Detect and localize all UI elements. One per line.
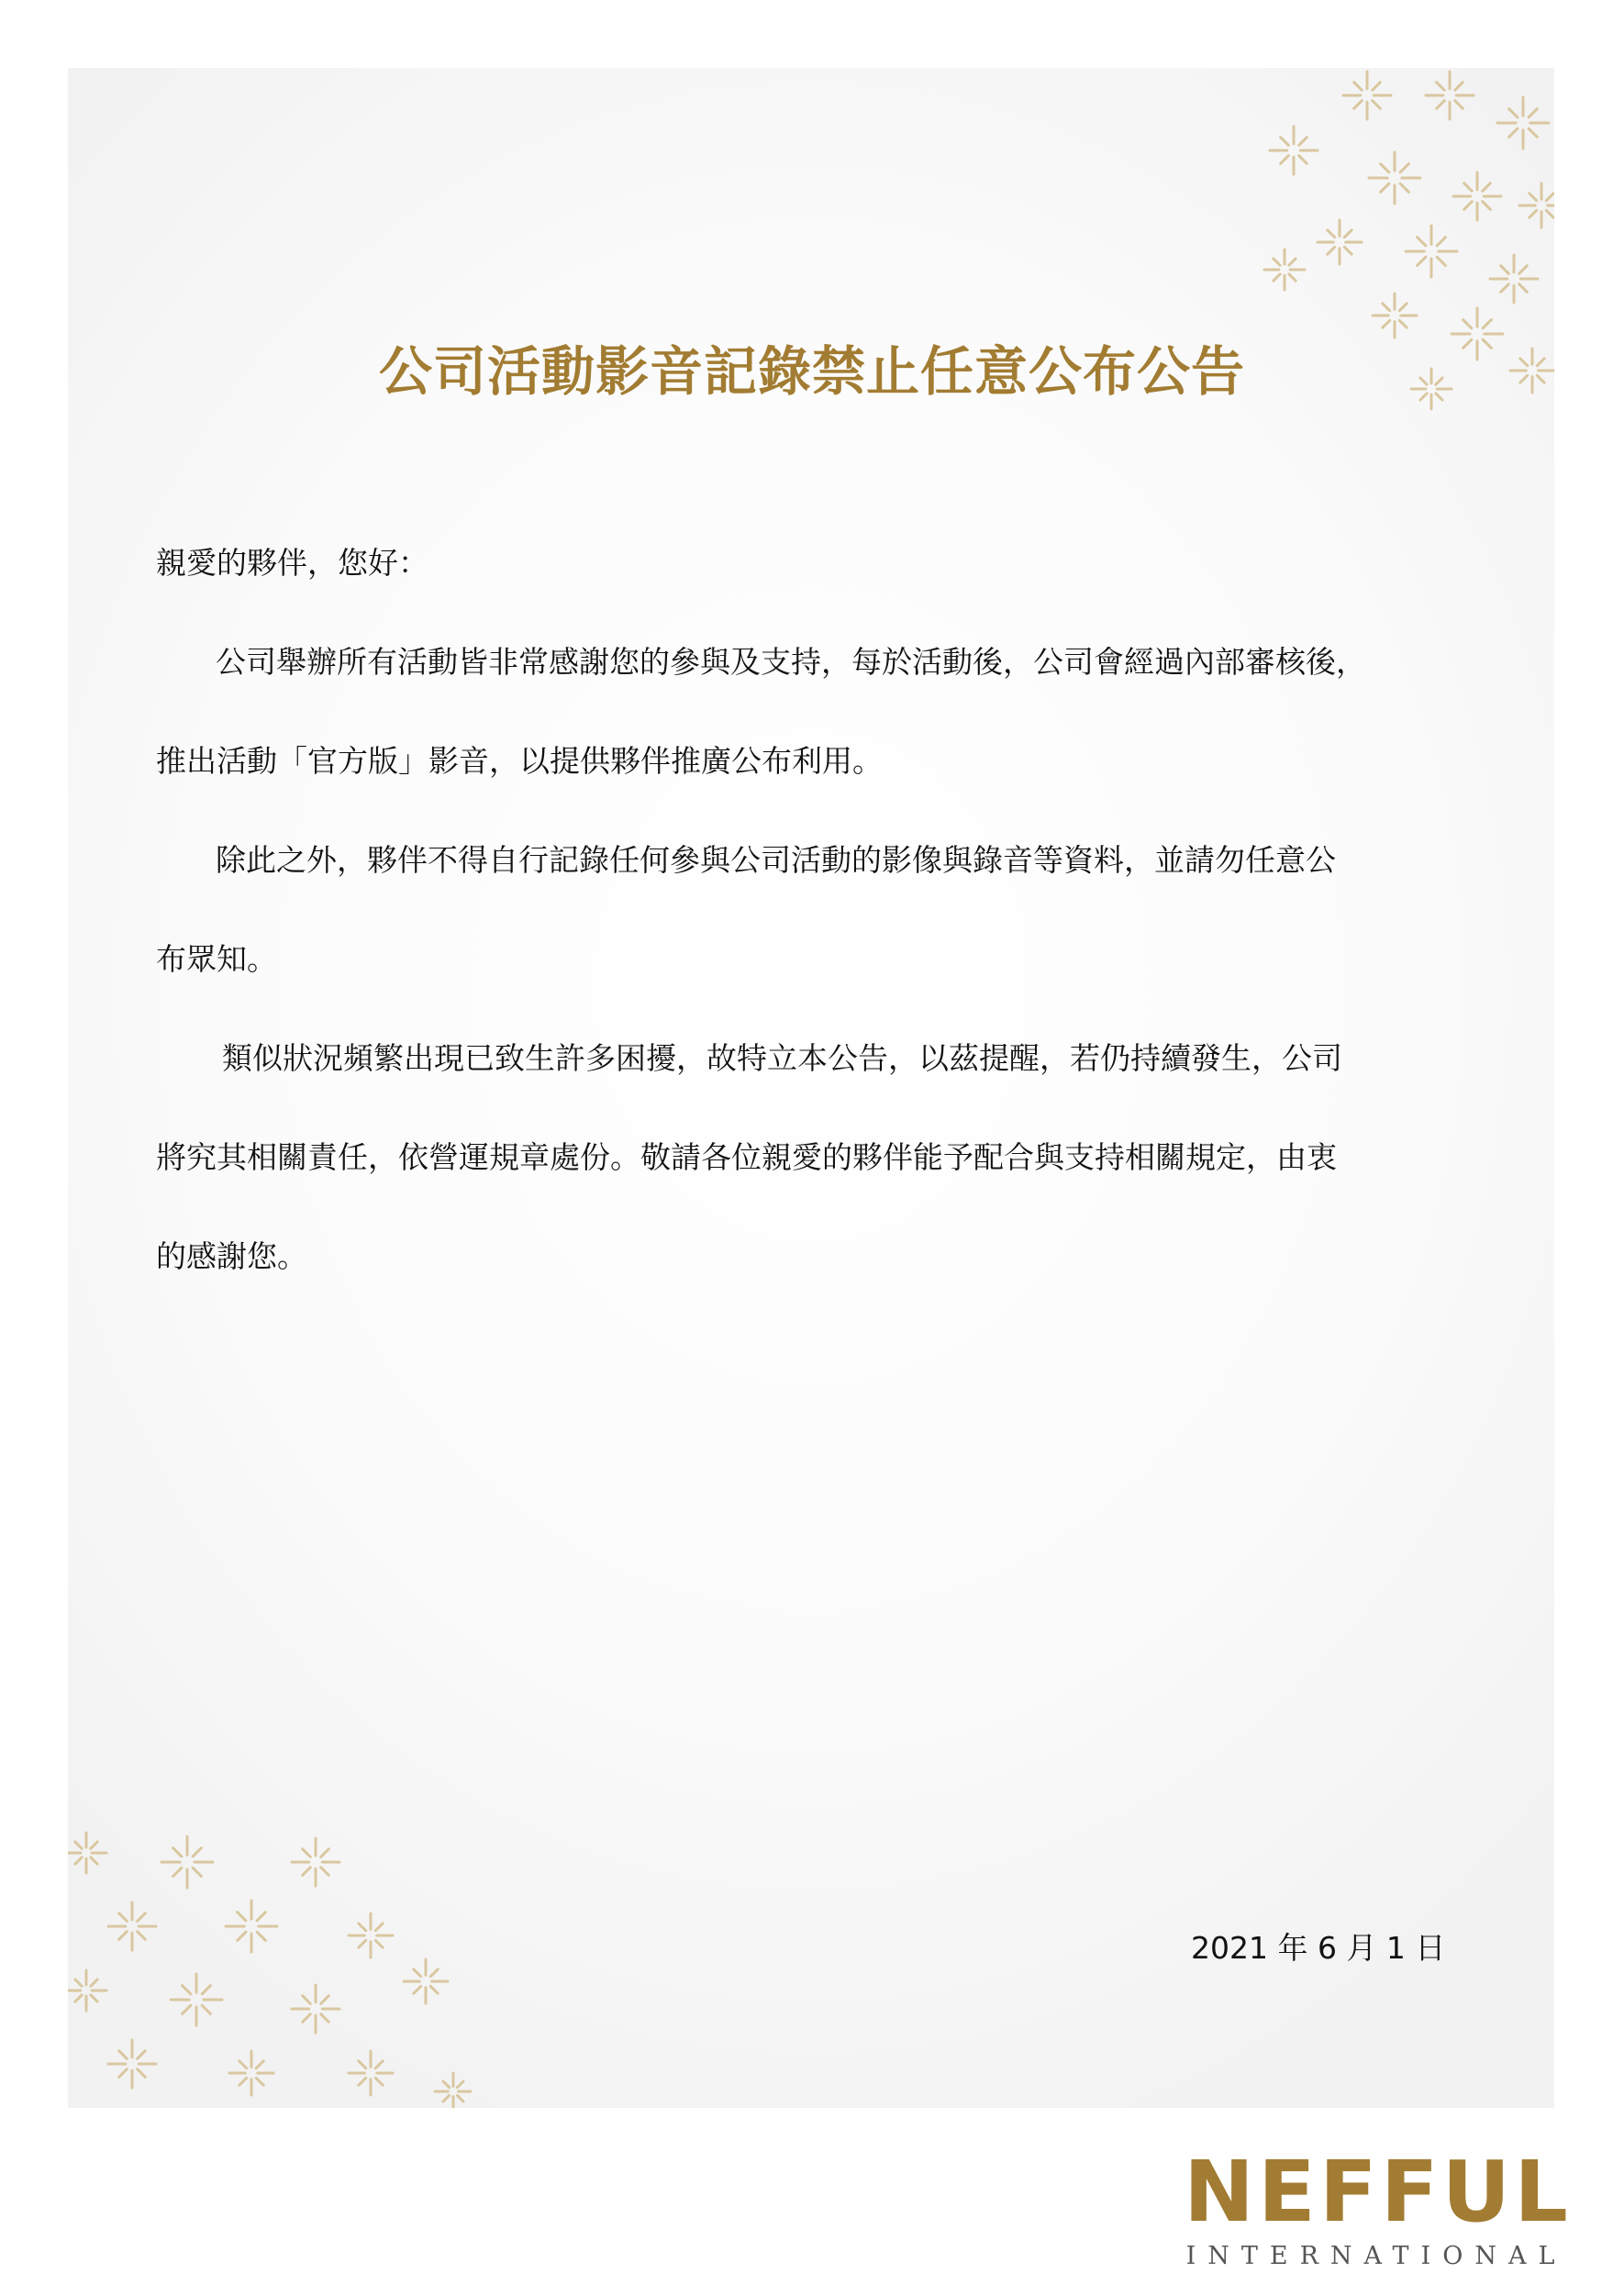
body-line-3: 除此之外，夥伴不得自行記錄任何參與公司活動的影像與錄音等資料，並請勿任意公 <box>216 842 1336 878</box>
logo-subtitle: INTERNATIONAL <box>1185 2242 1567 2270</box>
page-title: 公司活動影音記錄禁止任意公布公告 <box>378 340 1245 403</box>
body-line-7: 的感謝您。 <box>156 1238 307 1274</box>
greeting: 親愛的夥伴，您好： <box>156 545 428 581</box>
body-line-6: 將究其相關責任，依營運規章處份。敬請各位親愛的夥伴能予配合與支持相關規定，由衷 <box>156 1139 1337 1175</box>
sparkle-pattern-bottom-left-icon <box>68 1825 472 2108</box>
logo-wordmark: NEFFUL <box>1184 2143 1572 2241</box>
company-logo <box>1184 2143 1572 2284</box>
body-line-2: 推出活動「官方版」影音，以提供夥伴推廣公布利用。 <box>156 743 883 779</box>
date: 2021 年 6 月 1 日 <box>1191 1930 1446 1966</box>
body-line-1: 公司舉辦所有活動皆非常感謝您的參與及支持，每於活動後，公司會經過內部審核後， <box>216 644 1366 680</box>
body-line-5: 類似狀況頻繁出現已致生許多困擾，故特立本公告，以茲提醒，若仍持續發生，公司 <box>222 1040 1342 1076</box>
body-line-4: 布眾知。 <box>156 941 277 977</box>
